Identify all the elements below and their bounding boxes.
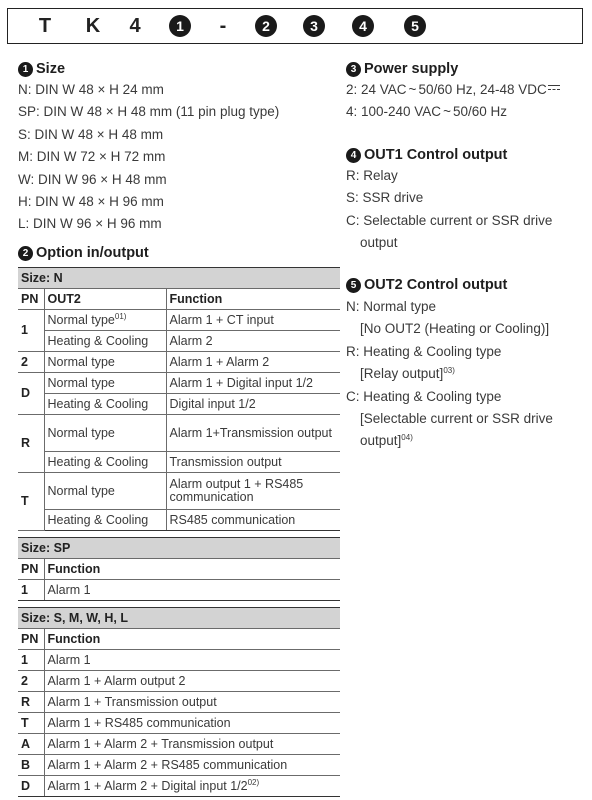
model-code-box xyxy=(7,8,583,44)
function-cell: Alarm 1 + Alarm output 2 xyxy=(44,671,340,692)
out2-list xyxy=(346,296,553,453)
out1-line-s: S: SSR drive xyxy=(346,190,424,206)
pn-cell: A xyxy=(18,734,44,755)
dc-symbol-icon xyxy=(548,84,560,92)
tilde-approx: ~ xyxy=(443,104,451,120)
option-table-size-smwhl xyxy=(18,607,340,797)
size-line-s: S: DIN W 48 × H 48 mm xyxy=(18,126,164,142)
function-cell: Alarm 1 + Alarm 2 + RS485 communication xyxy=(44,755,340,776)
footnote-03: 03) xyxy=(443,366,455,376)
function-cell: Alarm 1 + Transmission output xyxy=(44,692,340,713)
option-table-size-sp xyxy=(18,537,340,601)
pn-cell: 2 xyxy=(18,671,44,692)
pn-cell: 1 xyxy=(18,580,44,601)
option-title: Option in/output xyxy=(36,245,149,261)
number-5-icon: 5 xyxy=(346,278,361,293)
out2-line-c: C: Heating & Cooling type xyxy=(346,388,502,404)
pn-cell: R xyxy=(18,415,44,473)
pn-cell: D xyxy=(18,373,44,415)
size-sp-label: Size: SP xyxy=(18,538,340,559)
size-line-w: W: DIN W 96 × H 48 mm xyxy=(18,171,167,187)
function-cell: Alarm 1 xyxy=(44,580,340,601)
col-header-function: Function xyxy=(44,629,340,650)
table-row xyxy=(18,331,340,352)
table-row xyxy=(18,650,340,671)
size-heading xyxy=(18,60,65,78)
code-slot-5-icon: 5 xyxy=(404,15,426,37)
out2-title: OUT2 Control output xyxy=(364,277,508,293)
code-slot-4-icon: 4 xyxy=(352,15,374,37)
function-cell: RS485 communication xyxy=(166,510,340,531)
size-smwhl-label: Size: S, M, W, H, L xyxy=(18,608,340,629)
out1-heading xyxy=(346,146,507,164)
pn-cell: T xyxy=(18,713,44,734)
function-cell: Digital input 1/2 xyxy=(166,394,340,415)
out2-line-n: N: Normal type xyxy=(346,299,437,314)
size-n-label: Size: N xyxy=(18,268,340,289)
out2-cell: Heating & Cooling xyxy=(44,394,166,415)
function-cell: Alarm 1 + CT input xyxy=(166,310,340,331)
table-row xyxy=(18,713,340,734)
out2-heading xyxy=(346,276,507,294)
size-line-n: N: DIN W 48 × H 24 mm xyxy=(18,82,164,97)
function-cell: Alarm 1 + RS485 communication xyxy=(44,713,340,734)
code-char-k: K xyxy=(85,15,101,37)
size-line-h: H: DIN W 48 × H 96 mm xyxy=(18,194,164,210)
footnote-04: 04) xyxy=(401,433,413,443)
size-line-m: M: DIN W 72 × H 72 mm xyxy=(18,149,166,165)
power-line-2: 2: 24 VAC ~ 50/60 Hz, 24-48 VDC xyxy=(346,79,560,101)
col-header-function: Function xyxy=(44,559,340,580)
out2-cell: Normal type xyxy=(44,373,166,394)
out2-cell: Normal type xyxy=(44,473,166,510)
col-header-pn: PN xyxy=(18,559,44,580)
out2-line-r-sub: [Relay output]$^{03)}$ xyxy=(360,366,455,382)
table-row xyxy=(18,692,340,713)
pn-cell: D xyxy=(18,776,44,797)
number-4-icon: 4 xyxy=(346,148,361,163)
code-char-t: T xyxy=(38,15,52,37)
out1-line-c: C: Selectable current or SSR drive xyxy=(346,212,553,228)
function-cell: Alarm 1+Transmission output xyxy=(166,415,340,452)
function-cell: Alarm 2 xyxy=(166,331,340,352)
table-row xyxy=(18,580,340,601)
table-row xyxy=(18,510,340,531)
table-row xyxy=(18,755,340,776)
code-char-4: 4 xyxy=(129,15,141,37)
power-list xyxy=(346,79,560,124)
size-line-sp: SP: DIN W 48 × H 48 mm (11 pin plug type) xyxy=(18,104,280,120)
out1-title: OUT1 Control output xyxy=(364,147,508,163)
pn-cell: R xyxy=(18,692,44,713)
out2-cell: Heating & Cooling xyxy=(44,452,166,473)
out2-cell: Normal type$^{01)}$ xyxy=(44,310,166,331)
table-row xyxy=(18,776,340,797)
out1-line-c-cont: output xyxy=(360,235,398,251)
function-cell: Alarm 1 xyxy=(44,650,340,671)
number-2-icon: 2 xyxy=(18,246,33,261)
out2-cell: Heating & Cooling xyxy=(44,510,166,531)
code-dash: - xyxy=(219,15,227,37)
out2-line-n-sub: [No OUT2 (Heating or Cooling)] xyxy=(360,321,550,337)
col-header-out2: OUT2 xyxy=(44,289,166,310)
out1-line-r: R: Relay xyxy=(346,168,398,183)
out2-line-r: R: Heating & Cooling type xyxy=(346,343,502,359)
pn-cell: T xyxy=(18,473,44,531)
function-cell: Alarm 1 + Digital input 1/2 xyxy=(166,373,340,394)
size-list xyxy=(18,79,279,236)
footnote-01: 01) xyxy=(114,311,127,321)
function-cell: Alarm 1 + Alarm 2 + Digital input 1/2$^{02)}$ xyxy=(44,776,340,797)
size-title: Size xyxy=(36,61,66,77)
code-slot-1-icon: 1 xyxy=(169,15,191,37)
table-row xyxy=(18,310,340,331)
size-line-l: L: DIN W 96 × H 96 mm xyxy=(18,216,162,232)
col-header-pn: PN xyxy=(18,629,44,650)
out2-line-c-sub1: [Selectable current or SSR drive xyxy=(360,411,553,427)
function-cell: Alarm 1 + Alarm 2 xyxy=(166,352,340,373)
table-row xyxy=(18,452,340,473)
out2-line-c-sub2: output]$^{04)}$ xyxy=(360,433,413,449)
out2-cell: Heating & Cooling xyxy=(44,331,166,352)
pn-cell: 1 xyxy=(18,310,44,352)
col-header-pn: PN xyxy=(18,289,44,310)
tilde-approx: ~ xyxy=(408,82,417,97)
table-row xyxy=(18,473,340,510)
table-row xyxy=(18,671,340,692)
option-table-size-n xyxy=(18,267,340,531)
pn-cell: B xyxy=(18,755,44,776)
table-row xyxy=(18,734,340,755)
number-3-icon: 3 xyxy=(346,62,361,77)
function-cell: Alarm output 1 + RS485 communication xyxy=(166,473,340,510)
code-slot-2-icon: 2 xyxy=(255,15,277,37)
option-heading xyxy=(18,244,149,262)
table-row xyxy=(18,352,340,373)
out2-cell: Normal type xyxy=(44,352,166,373)
power-line-4: 4: 100-240 VAC ~ 50/60 Hz xyxy=(346,104,507,120)
power-title: Power supply xyxy=(364,61,459,77)
table-row xyxy=(18,394,340,415)
function-cell: Transmission output xyxy=(166,452,340,473)
footnote-02: 02) xyxy=(247,777,260,787)
power-heading xyxy=(346,60,458,78)
pn-cell: 1 xyxy=(18,650,44,671)
table-row xyxy=(18,415,340,452)
function-cell: Alarm 1 + Alarm 2 + Transmission output xyxy=(44,734,340,755)
number-1-icon: 1 xyxy=(18,62,33,77)
pn-cell: 2 xyxy=(18,352,44,373)
code-slot-3-icon: 3 xyxy=(303,15,325,37)
out1-list xyxy=(346,165,552,255)
col-header-function: Function xyxy=(166,289,340,310)
table-row xyxy=(18,373,340,394)
out2-cell: Normal type xyxy=(44,415,166,452)
